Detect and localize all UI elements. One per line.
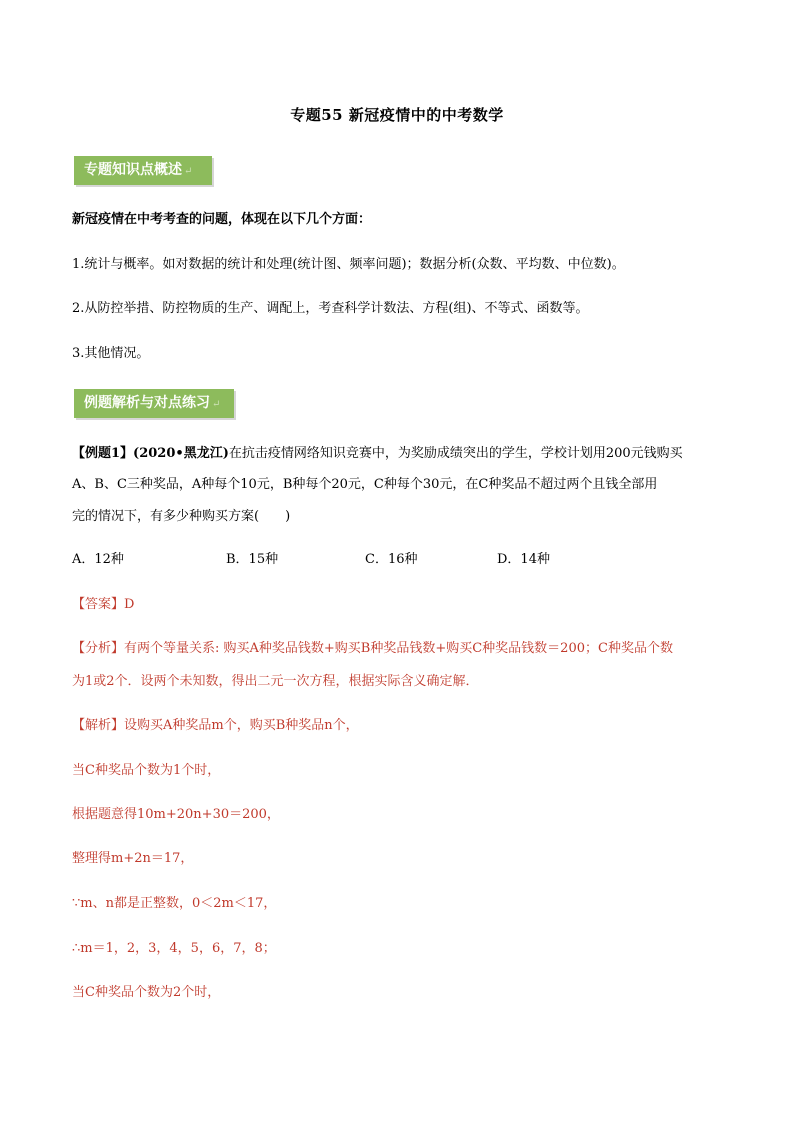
banner-label: 专题知识点概述 [84,162,182,178]
solution-line: ∴m＝1，2，3，4，5，6，7，8； [72,941,276,956]
solution-line: ∵m、n都是正整数，0＜2m＜17， [72,896,277,911]
example-tag: 【例题1】 [72,446,134,461]
example-line-3: 完的情况下，有多少种购买方案( ) [72,509,291,524]
solution-line: 根据题意得10m+20n+30＝200， [72,807,280,822]
option-d: D．14种 [497,552,550,567]
overview-item-3: 3.其他情况。 [72,346,150,361]
analysis-line-1: 【分析】有两个等量关系: 购买A种奖品钱数+购买B种奖品钱数+购买C种奖品钱数＝200；C种奖品个数 [72,641,673,656]
overview-intro: 新冠疫情在中考考查的问题，体现在以下几个方面： [72,212,372,227]
overview-item-1: 1.统计与概率。如对数据的统计和处理(统计图、频率问题)；数据分析(众数、平均数、中位数)。 [72,257,625,272]
option-a: A．12种 [72,552,124,567]
example-line-1 [72,445,683,463]
options-row [72,551,722,569]
analysis-line-2: 为1或2个．设两个未知数，得出二元一次方程，根据实际含义确定解． [72,674,479,689]
option-b: B．15种 [226,552,279,567]
paragraph-mark-icon: ↵ [184,166,193,177]
solution-line: 整理得m+2n＝17， [72,851,194,866]
option-c: C．16种 [365,552,418,567]
solution-line: 当C种奖品个数为2个时， [72,985,221,1000]
section-banner-examples [74,389,234,418]
solution-line: 【解析】设购买A种奖品m个，购买B种奖品n个， [72,718,359,733]
solution-line: 当C种奖品个数为1个时， [72,763,221,778]
example-line-2: A、B、C三种奖品，A种每个10元，B种每个20元，C种每个30元，在C种奖品不超过两个且钱全部用 [72,477,658,492]
overview-item-2: 2.从防控举措、防控物质的生产、调配上，考查科学计数法、方程(组)、不等式、函数等。 [72,301,589,316]
example-text: 在抗击疫情网络知识竞赛中，为奖励成绩突出的学生，学校计划用200元钱购买 [228,446,683,461]
banner-label: 例题解析与对点练习 [84,395,210,411]
example-source: (2020•黑龙江) [133,446,229,461]
page-title: 专题55 新冠疫情中的中考数学 [290,106,504,124]
paragraph-mark-icon: ↵ [212,399,221,410]
section-banner-overview [74,156,212,185]
answer: 【答案】D [72,597,135,612]
